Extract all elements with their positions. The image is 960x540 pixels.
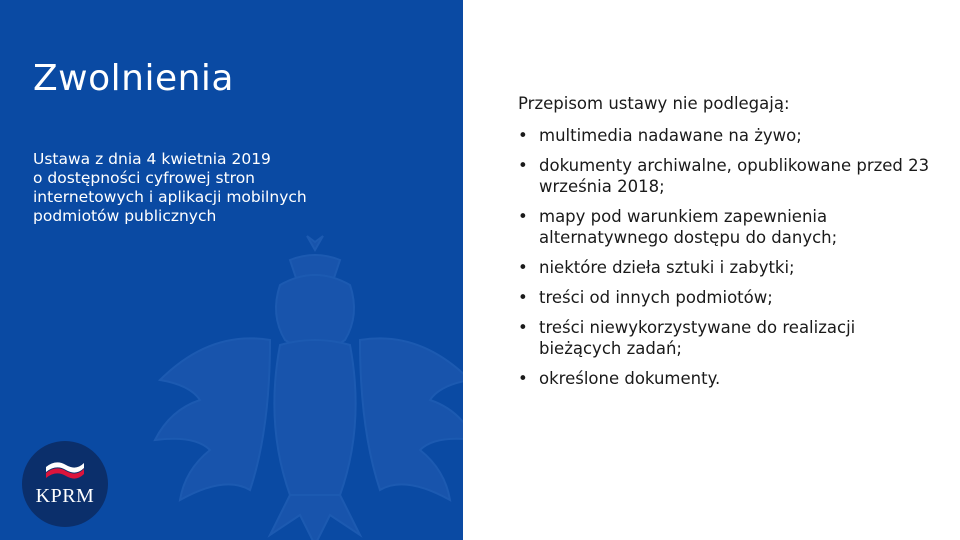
list-item-text: treści od innych podmiotów; xyxy=(539,288,773,307)
logo-text: KPRM xyxy=(35,485,95,507)
bullet-icon: • xyxy=(518,369,528,388)
list-item xyxy=(518,125,938,146)
subtitle-line: podmiotów publicznych xyxy=(33,207,217,225)
content-area xyxy=(518,93,938,398)
bullet-icon: • xyxy=(518,258,528,277)
bullet-icon: • xyxy=(518,318,528,337)
intro-text: Przepisom ustawy nie podlegają: xyxy=(518,94,790,113)
bullet-icon: • xyxy=(518,156,528,175)
list-item-text: określone dokumenty. xyxy=(539,369,721,388)
bullet-icon: • xyxy=(518,288,528,307)
subtitle-line: Ustawa z dnia 4 kwietnia 2019 xyxy=(33,150,271,168)
bullet-icon: • xyxy=(518,126,528,145)
kprm-logo xyxy=(22,441,108,527)
list-item-text: treści niewykorzystywane do realizacji bieżących zadań; xyxy=(539,318,856,358)
list-item xyxy=(518,155,938,197)
list-item-text: mapy pod warunkiem zapewnienia alternatywnego dostępu do danych; xyxy=(539,207,838,247)
list-item xyxy=(518,206,938,248)
list-item-text: dokumenty archiwalne, opublikowane przed 23 września 2018; xyxy=(539,156,930,196)
bullet-icon: • xyxy=(518,207,528,226)
slide-subtitle xyxy=(33,150,393,226)
flag-icon xyxy=(44,459,86,481)
list-item xyxy=(518,368,938,389)
list-item-text: multimedia nadawane na żywo; xyxy=(539,126,802,145)
subtitle-line: o dostępności cyfrowej stron xyxy=(33,169,256,187)
left-panel xyxy=(0,0,463,540)
list-item xyxy=(518,317,938,359)
list-item xyxy=(518,257,938,278)
eagle-emblem-icon xyxy=(150,230,463,540)
list-item-text: niektóre dzieła sztuki i zabytki; xyxy=(539,258,795,277)
list-item xyxy=(518,287,938,308)
subtitle-line: internetowych i aplikacji mobilnych xyxy=(33,188,307,206)
exemptions-list xyxy=(518,125,938,389)
slide-title: Zwolnienia xyxy=(33,58,234,99)
